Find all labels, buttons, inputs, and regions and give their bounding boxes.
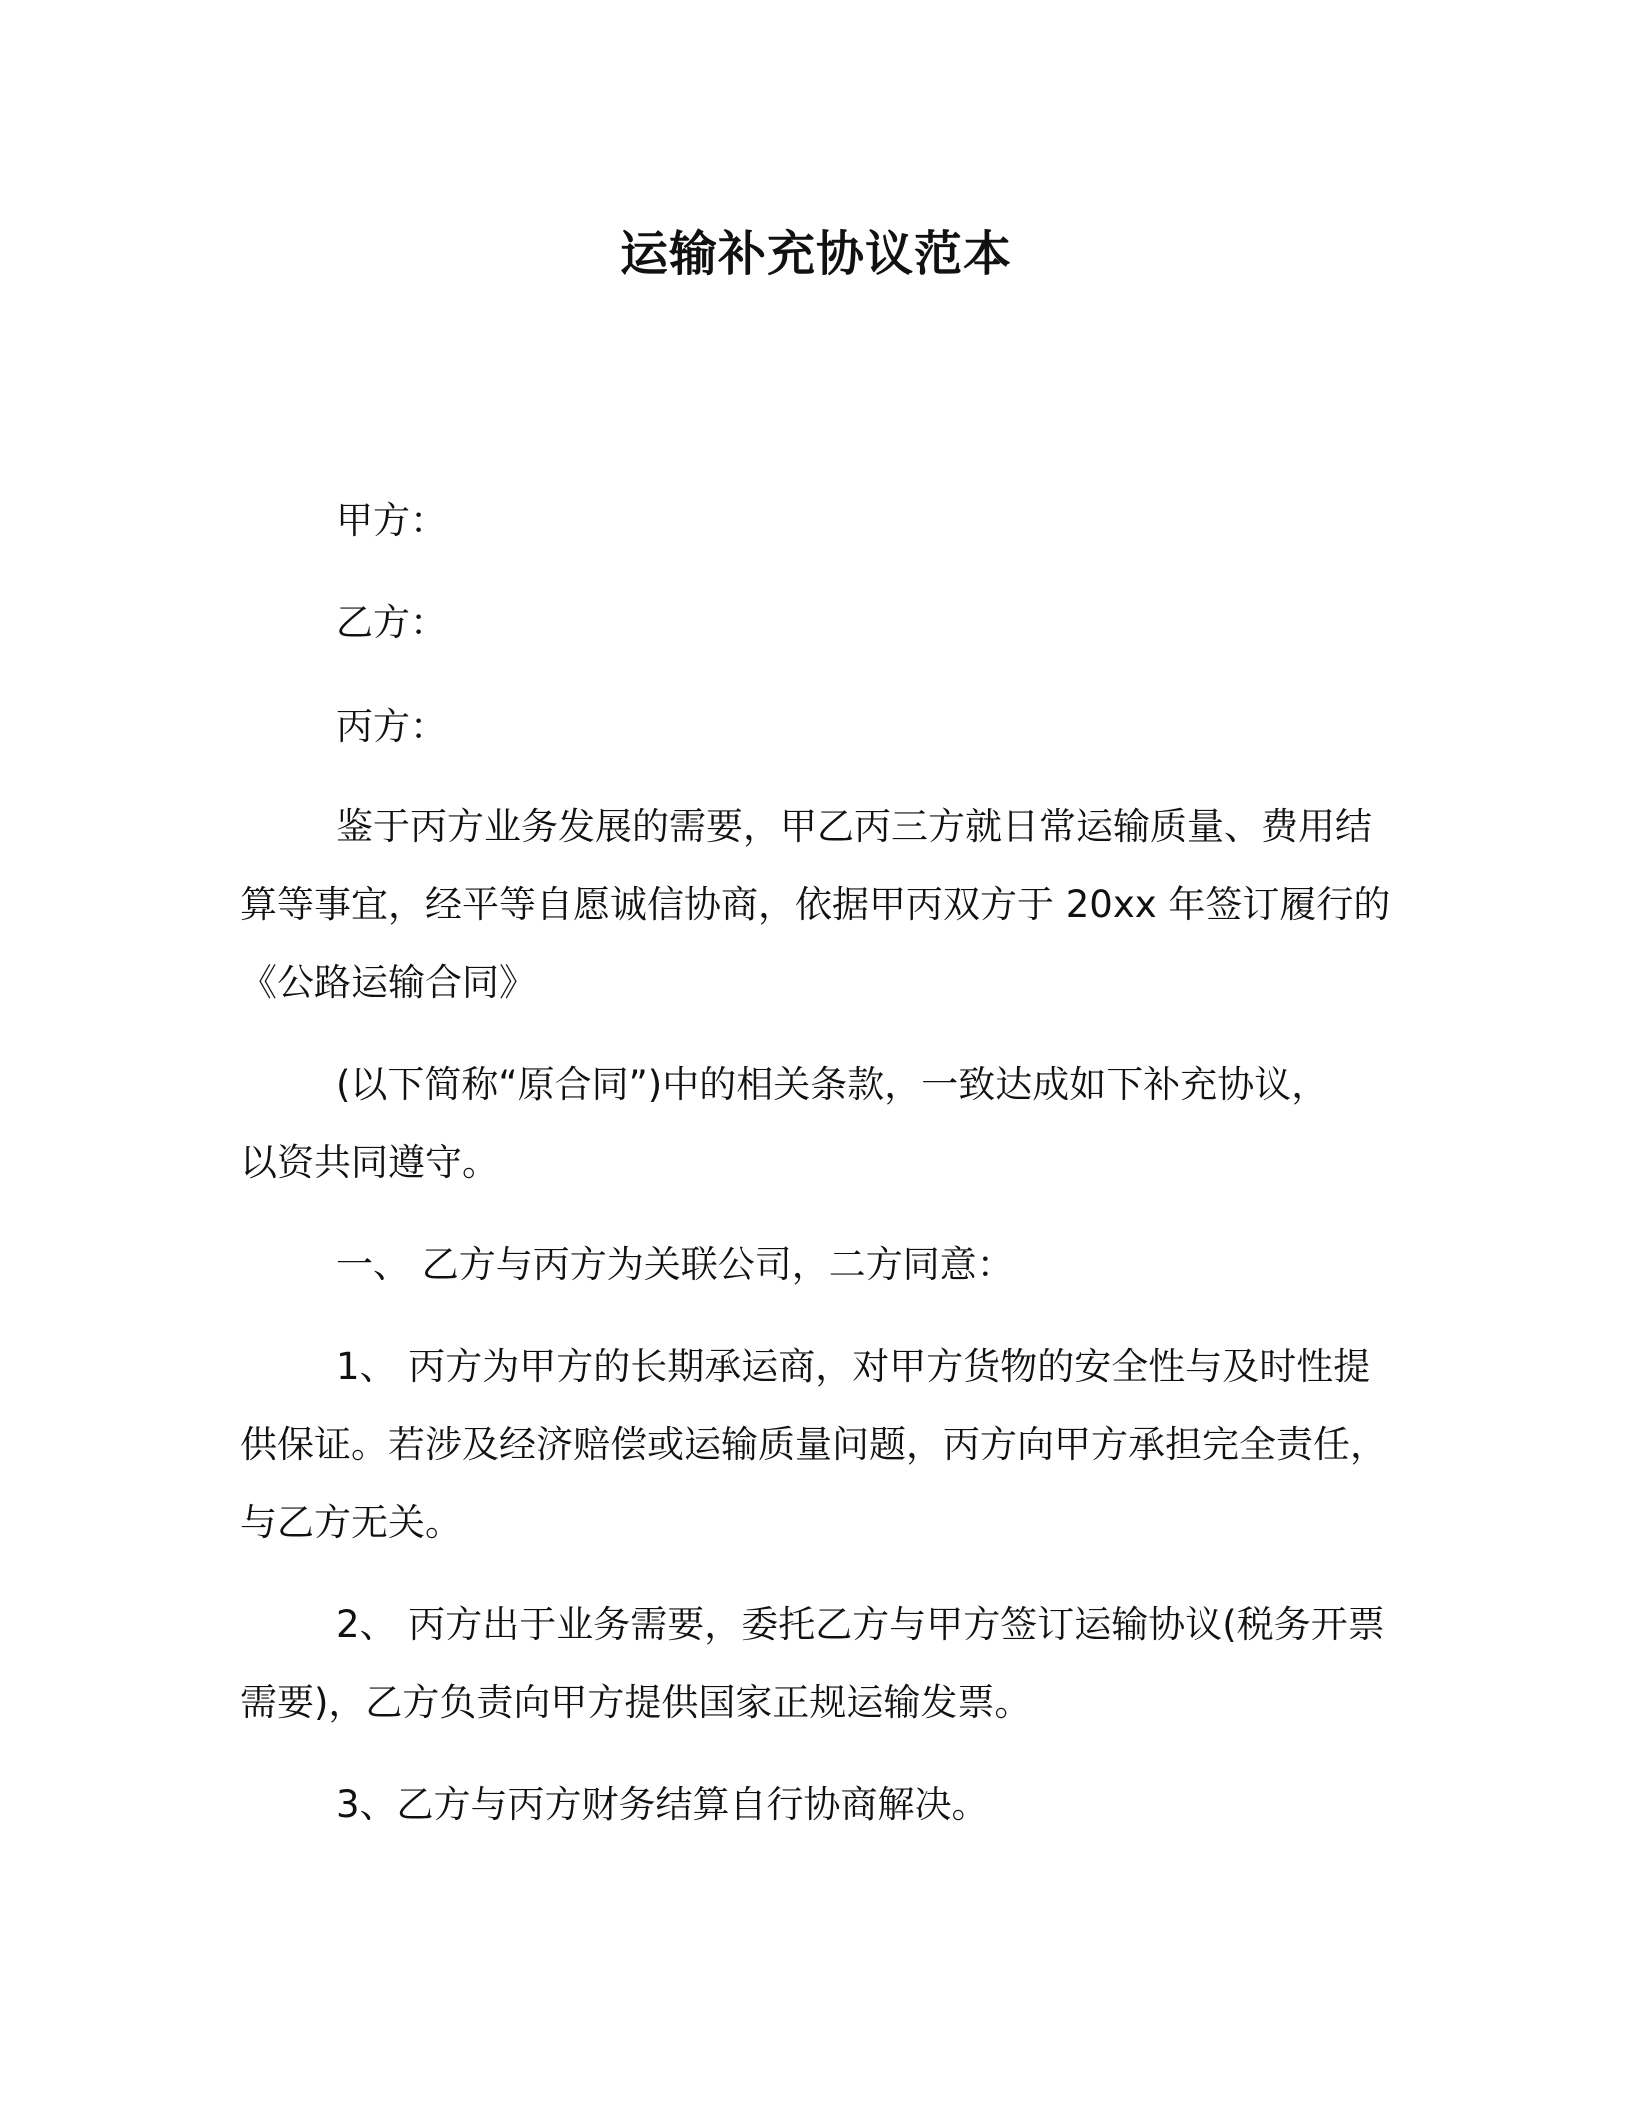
preamble-line-3: 《公路运输合同》 xyxy=(240,961,536,1004)
clause-2 xyxy=(240,1586,1400,1742)
clause-1-line-1: 1、 丙方为甲方的长期承运商，对甲方货物的安全性与及时性提 xyxy=(336,1345,1371,1388)
party-b-label: 乙方： xyxy=(336,601,447,644)
clause-1-line-2: 供保证。若涉及经济赔偿或运输质量问题，丙方向甲方承担完全责任， xyxy=(240,1423,1387,1466)
clause-1-line-3: 与乙方无关。 xyxy=(240,1501,462,1544)
preamble-line-2: 算等事宜，经平等自愿诚信协商，依据甲丙双方于 20xx 年签订履行的 xyxy=(240,883,1391,926)
clause-3-line-1: 3、乙方与丙方财务结算自行协商解决。 xyxy=(336,1783,989,1826)
document-title: 运输补充协议范本 xyxy=(619,226,1012,282)
clause-2-line-1: 2、 丙方出于业务需要，委托乙方与甲方签订运输协议(税务开票 xyxy=(336,1603,1385,1646)
clause-3 xyxy=(240,1766,1400,1844)
party-a-label: 甲方： xyxy=(336,499,447,542)
clause-2-line-2: 需要)，乙方负责向甲方提供国家正规运输发票。 xyxy=(240,1681,1032,1724)
preamble-line-1: 鉴于丙方业务发展的需要，甲乙丙三方就日常运输质量、费用结 xyxy=(336,805,1372,848)
preamble-paragraph xyxy=(240,788,1400,1022)
clause-1 xyxy=(240,1328,1400,1562)
section-one-heading: 一、 乙方与丙方为关联公司，二方同意： xyxy=(336,1243,1014,1286)
abbreviation-line-2: 以资共同遵守。 xyxy=(240,1141,499,1184)
abbreviation-paragraph xyxy=(240,1046,1400,1202)
party-c-label: 丙方： xyxy=(336,705,447,748)
abbreviation-line-1: (以下简称“原合同”)中的相关条款，一致达成如下补充协议， xyxy=(336,1063,1329,1106)
